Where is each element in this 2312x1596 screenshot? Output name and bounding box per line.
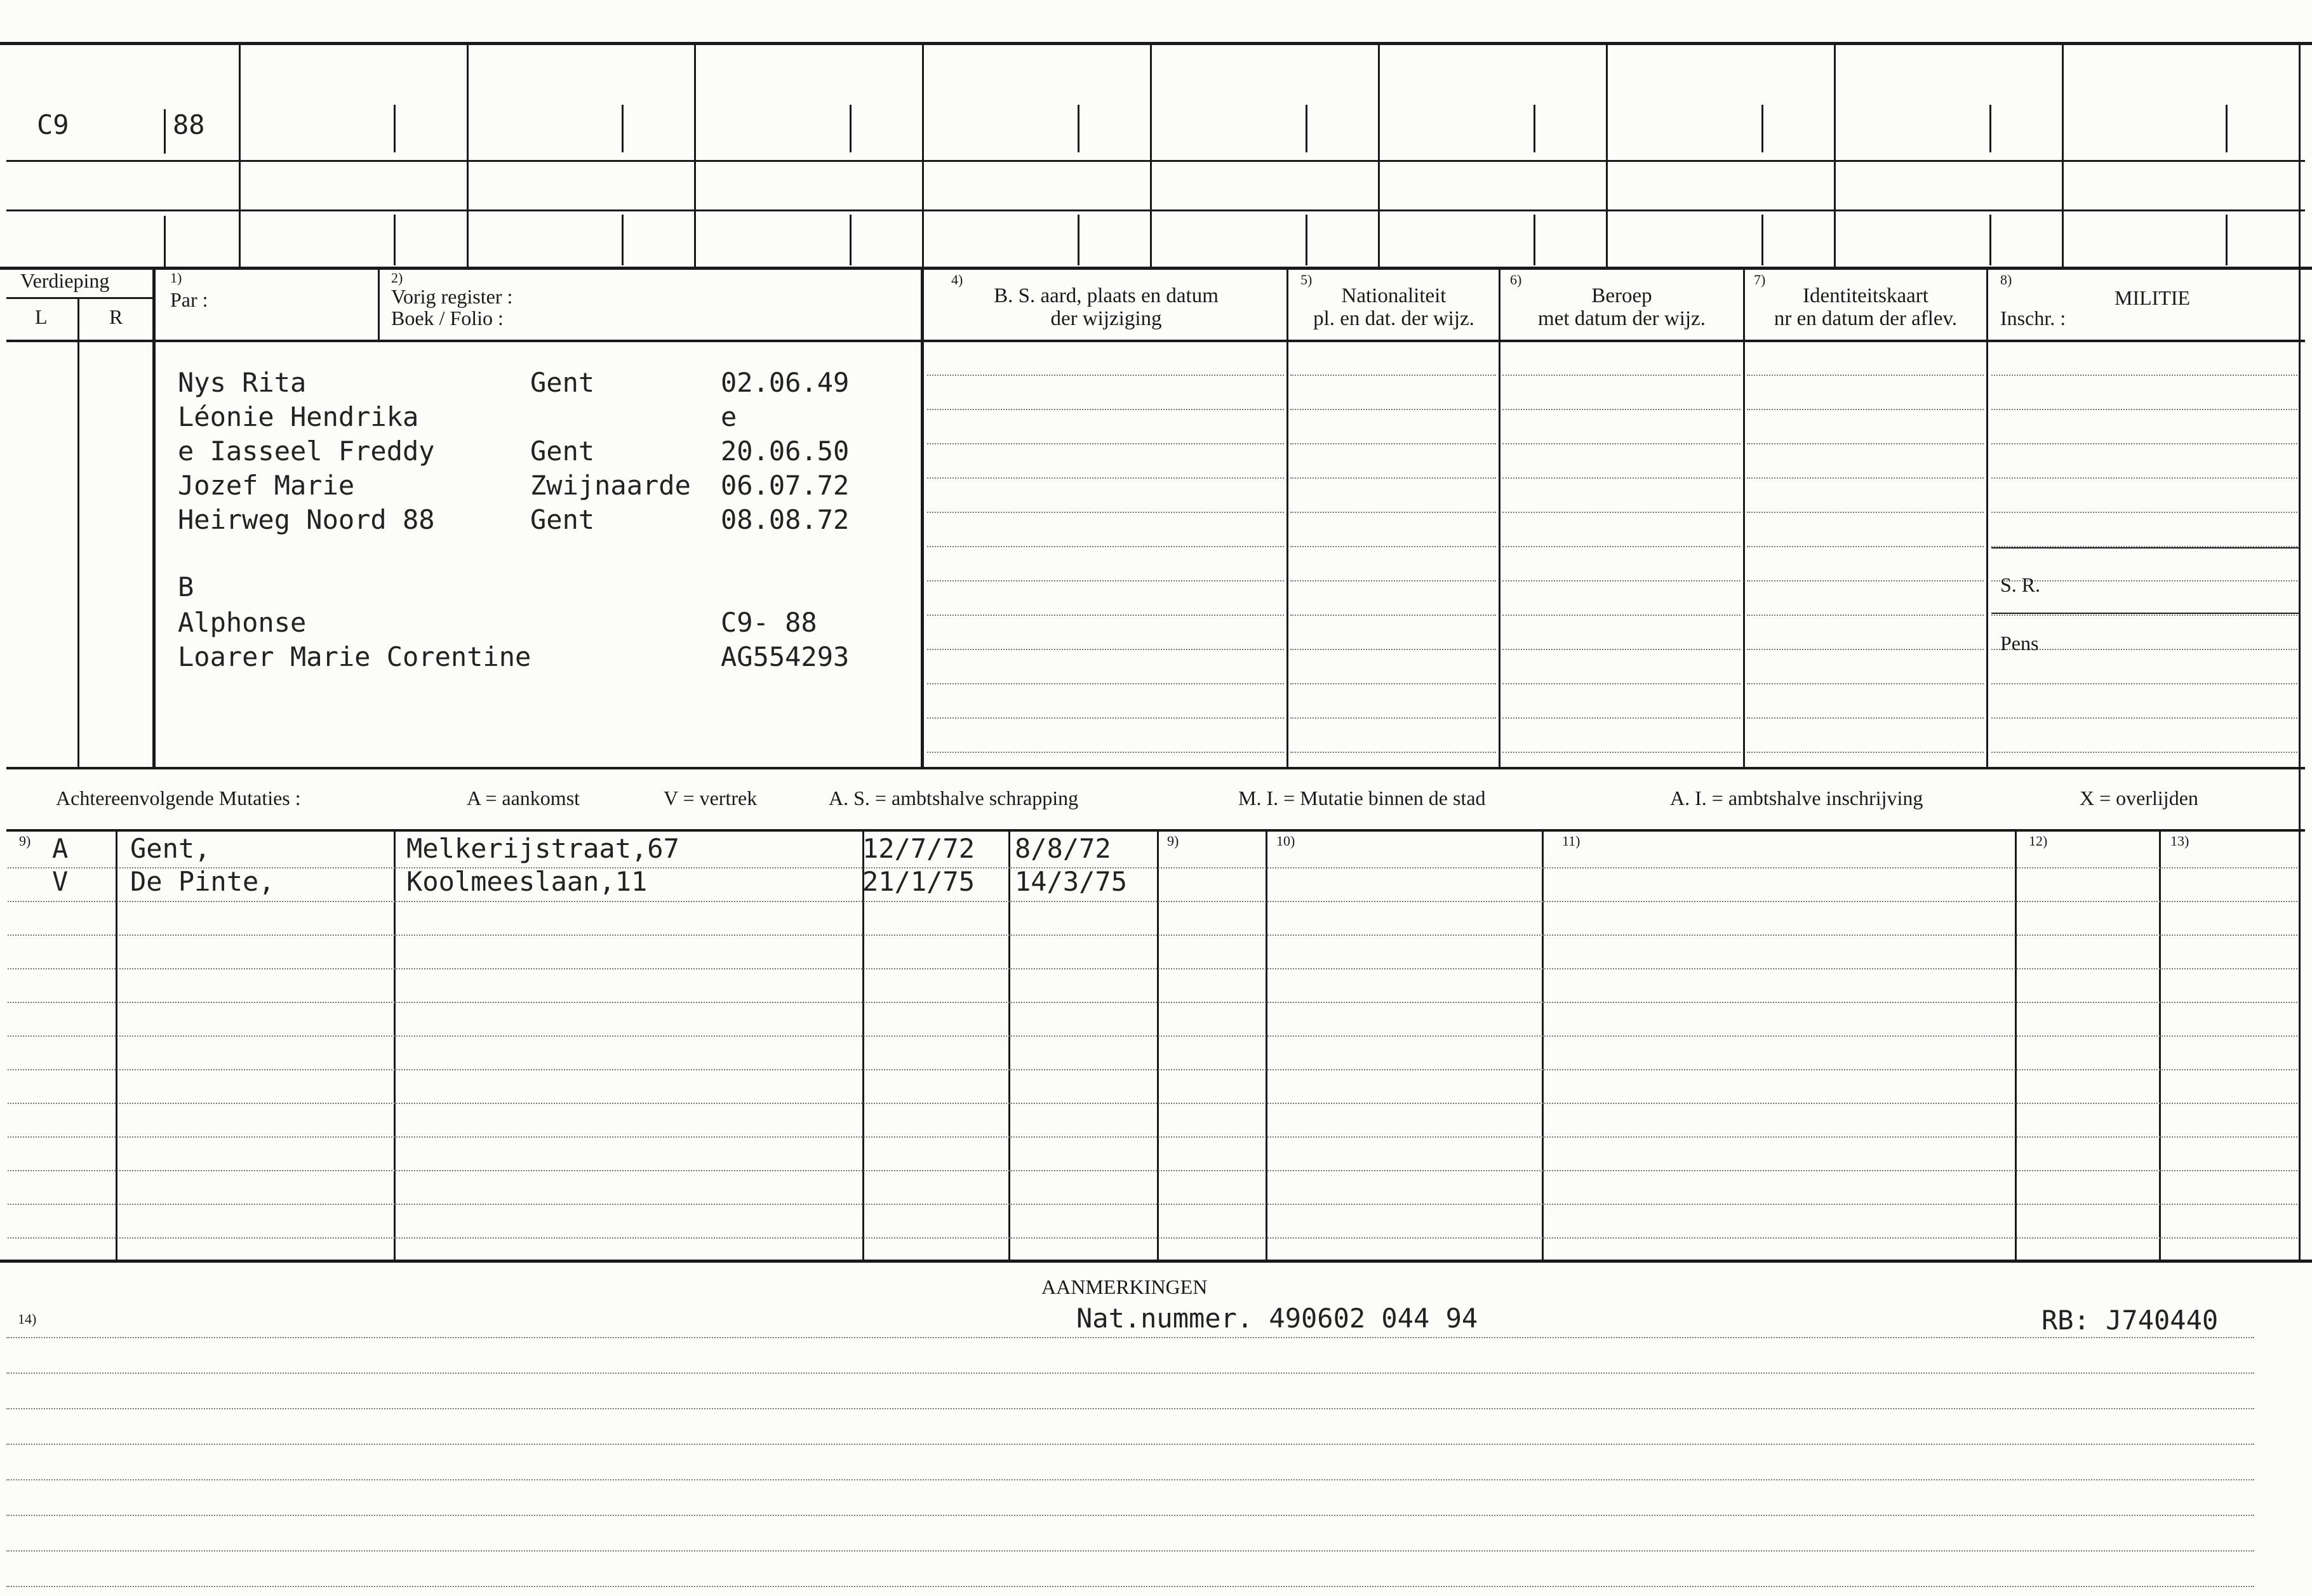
ruled-line — [1747, 615, 1984, 616]
nat-number: Nat.nummer. 490602 044 94 — [1076, 1303, 1478, 1334]
ruled-line — [6, 1444, 2254, 1445]
mutation-street: Koolmeeslaan,11 — [406, 866, 648, 897]
person-line-place: Gent — [530, 504, 595, 535]
mut-num-10: 10) — [1276, 833, 1295, 849]
ruled-line — [8, 968, 2297, 969]
ruled-line — [1991, 409, 2297, 410]
ruled-line — [8, 1002, 2297, 1003]
ruled-line — [1290, 752, 1496, 753]
person-line-place: Gent — [530, 367, 595, 398]
num-8: 8) — [2000, 272, 2012, 288]
legend-mi: M. I. = Mutatie binnen de stad — [1238, 787, 1486, 809]
person-line-date: e — [721, 401, 737, 432]
ruled-line — [927, 512, 1284, 513]
mutation-code: A — [52, 833, 69, 864]
mut-num-12: 12) — [2029, 833, 2048, 849]
legend-a: A = aankomst — [467, 787, 580, 809]
ruled-line — [927, 752, 1284, 753]
ruled-line — [1502, 546, 1741, 547]
ruled-line — [1991, 375, 2297, 376]
ruled-line — [1747, 409, 1984, 410]
floor-left: L — [35, 305, 48, 328]
ruled-line — [6, 1337, 2254, 1338]
ruled-line — [927, 615, 1284, 616]
legend-ai: A. I. = ambtshalve inschrijving — [1670, 787, 1923, 809]
ruled-line — [1747, 717, 1984, 719]
ruled-line — [927, 477, 1284, 479]
ruled-line — [927, 580, 1284, 582]
person-line-name: Heirweg Noord 88 — [178, 504, 435, 535]
mut-num-13: 13) — [2170, 833, 2189, 849]
sr-label: S. R. — [2000, 573, 2041, 596]
ruled-line — [1290, 717, 1496, 719]
num-7: 7) — [1754, 272, 1766, 288]
ruled-line — [1502, 375, 1741, 376]
ruled-line — [1747, 752, 1984, 753]
person-line-name: Loarer Marie Corentine — [178, 641, 531, 672]
ruled-line — [8, 1069, 2297, 1070]
ruled-line — [1747, 443, 1984, 444]
ruled-line — [1290, 649, 1496, 650]
ruled-line — [1747, 683, 1984, 684]
rb-number: RB: J740440 — [2041, 1305, 2219, 1336]
ruled-line — [927, 443, 1284, 444]
mut-num-9: 9) — [19, 833, 31, 849]
mutation-street: Melkerijstraat,67 — [406, 833, 679, 864]
ruled-line — [1290, 375, 1496, 376]
ruled-line — [1747, 512, 1984, 513]
ruled-line — [1290, 409, 1496, 410]
ruled-line — [8, 1204, 2297, 1205]
bs-header: B. S. aard, plaats en datum der wijziging — [994, 284, 1219, 330]
num-5: 5) — [1300, 272, 1313, 288]
ruled-line — [1747, 546, 1984, 547]
ruled-line — [927, 409, 1284, 410]
num-1: 1) — [170, 270, 182, 286]
ruled-line — [1502, 649, 1741, 650]
mutation-date2: 8/8/72 — [1015, 833, 1111, 864]
ruled-line — [1502, 443, 1741, 444]
mutation-date1: 21/1/75 — [862, 866, 975, 897]
ruled-line — [6, 1479, 2254, 1480]
person-line-name: e Iasseel Freddy — [178, 436, 435, 467]
ruled-line — [8, 1136, 2297, 1138]
ruled-line — [6, 1373, 2254, 1374]
person-line-date: AG554293 — [721, 641, 850, 672]
person-line-date: 02.06.49 — [721, 367, 850, 398]
person-line-name: Alphonse — [178, 607, 307, 638]
person-line-date: 08.08.72 — [721, 504, 850, 535]
floor-title: Verdieping — [20, 269, 110, 292]
ruled-line — [1747, 649, 1984, 650]
top-code-1: C9 — [37, 109, 69, 140]
ruled-line — [8, 1035, 2297, 1037]
mutation-city: Gent, — [130, 833, 211, 864]
ruled-line — [1991, 613, 2299, 614]
ruled-line — [927, 546, 1284, 547]
ruled-line — [1502, 752, 1741, 753]
person-line-name: Léonie Hendrika — [178, 401, 419, 432]
person-line-name: Jozef Marie — [178, 470, 355, 501]
nationality-header: Nationaliteit pl. en dat. der wijz. — [1313, 284, 1474, 330]
ruled-line — [1991, 547, 2299, 549]
ruled-line — [927, 683, 1284, 684]
ruled-line — [1747, 477, 1984, 479]
ruled-line — [1502, 717, 1741, 719]
par-label: Par : — [170, 288, 208, 311]
ruled-line — [8, 1170, 2297, 1171]
ruled-line — [927, 649, 1284, 650]
ruled-line — [6, 1586, 2254, 1587]
ruled-line — [1502, 683, 1741, 684]
remarks-num-14: 14) — [18, 1311, 37, 1327]
legend-title: Achtereenvolgende Mutaties : — [56, 787, 301, 809]
ruled-line — [6, 1550, 2254, 1552]
ruled-line — [6, 1515, 2254, 1516]
num-4: 4) — [951, 272, 963, 288]
ruled-line — [1991, 615, 2297, 616]
ruled-line — [927, 375, 1284, 376]
mutation-date2: 14/3/75 — [1015, 866, 1128, 897]
ruled-line — [8, 867, 2297, 868]
ruled-line — [1290, 580, 1496, 582]
pens-label: Pens — [2000, 632, 2039, 655]
num-6: 6) — [1510, 272, 1522, 288]
ruled-line — [8, 1237, 2297, 1239]
ruled-line — [1502, 409, 1741, 410]
num-2: 2) — [391, 270, 403, 286]
legend-as: A. S. = ambtshalve schrapping — [829, 787, 1079, 809]
ruled-line — [1502, 512, 1741, 513]
mut-num-9b: 9) — [1167, 833, 1179, 849]
person-line-date: C9- 88 — [721, 607, 817, 638]
mutation-code: V — [52, 866, 69, 897]
vorig-register-label: Vorig register : — [391, 285, 513, 308]
person-line-name: Nys Rita — [178, 367, 307, 398]
ruled-line — [927, 717, 1284, 719]
ruled-line — [1747, 375, 1984, 376]
ruled-line — [1502, 580, 1741, 582]
ruled-line — [1502, 615, 1741, 616]
ruled-line — [1290, 512, 1496, 513]
ruled-line — [6, 1408, 2254, 1409]
ruled-line — [1290, 443, 1496, 444]
ruled-line — [1991, 717, 2297, 719]
person-line-date: 20.06.50 — [721, 436, 850, 467]
ruled-line — [1290, 615, 1496, 616]
ruled-line — [1991, 512, 2297, 513]
id-card-header: Identiteitskaart nr en datum der aflev. — [1774, 284, 1958, 330]
remarks-title: AANMERKINGEN — [1041, 1275, 1208, 1298]
ruled-line — [1290, 683, 1496, 684]
ruled-line — [1991, 752, 2297, 753]
person-line-place: Gent — [530, 436, 595, 467]
legend-v: V = vertrek — [664, 787, 758, 809]
ruled-line — [8, 901, 2297, 902]
person-line-place: Zwijnaarde — [530, 470, 691, 501]
ruled-line — [1502, 477, 1741, 479]
mutation-date1: 12/7/72 — [862, 833, 975, 864]
legend-x: X = overlijden — [2080, 787, 2198, 809]
mutation-city: De Pinte, — [130, 866, 275, 897]
ruled-line — [1290, 546, 1496, 547]
person-line-date: 06.07.72 — [721, 470, 850, 501]
person-line-name: B — [178, 571, 194, 602]
ruled-line — [1991, 443, 2297, 444]
ruled-line — [1747, 580, 1984, 582]
boek-folio-label: Boek / Folio : — [391, 307, 504, 329]
ruled-line — [8, 934, 2297, 936]
inschr-label: Inschr. : — [2000, 307, 2066, 329]
top-code-2: 88 — [173, 109, 205, 140]
ruled-line — [8, 1103, 2297, 1104]
mut-num-11: 11) — [1562, 833, 1580, 849]
militie-title: MILITIE — [2115, 286, 2191, 309]
floor-right: R — [109, 305, 123, 328]
ruled-line — [1290, 477, 1496, 479]
ruled-line — [1991, 683, 2297, 684]
profession-header: Beroep met datum der wijz. — [1538, 284, 1706, 330]
ruled-line — [1991, 477, 2297, 479]
